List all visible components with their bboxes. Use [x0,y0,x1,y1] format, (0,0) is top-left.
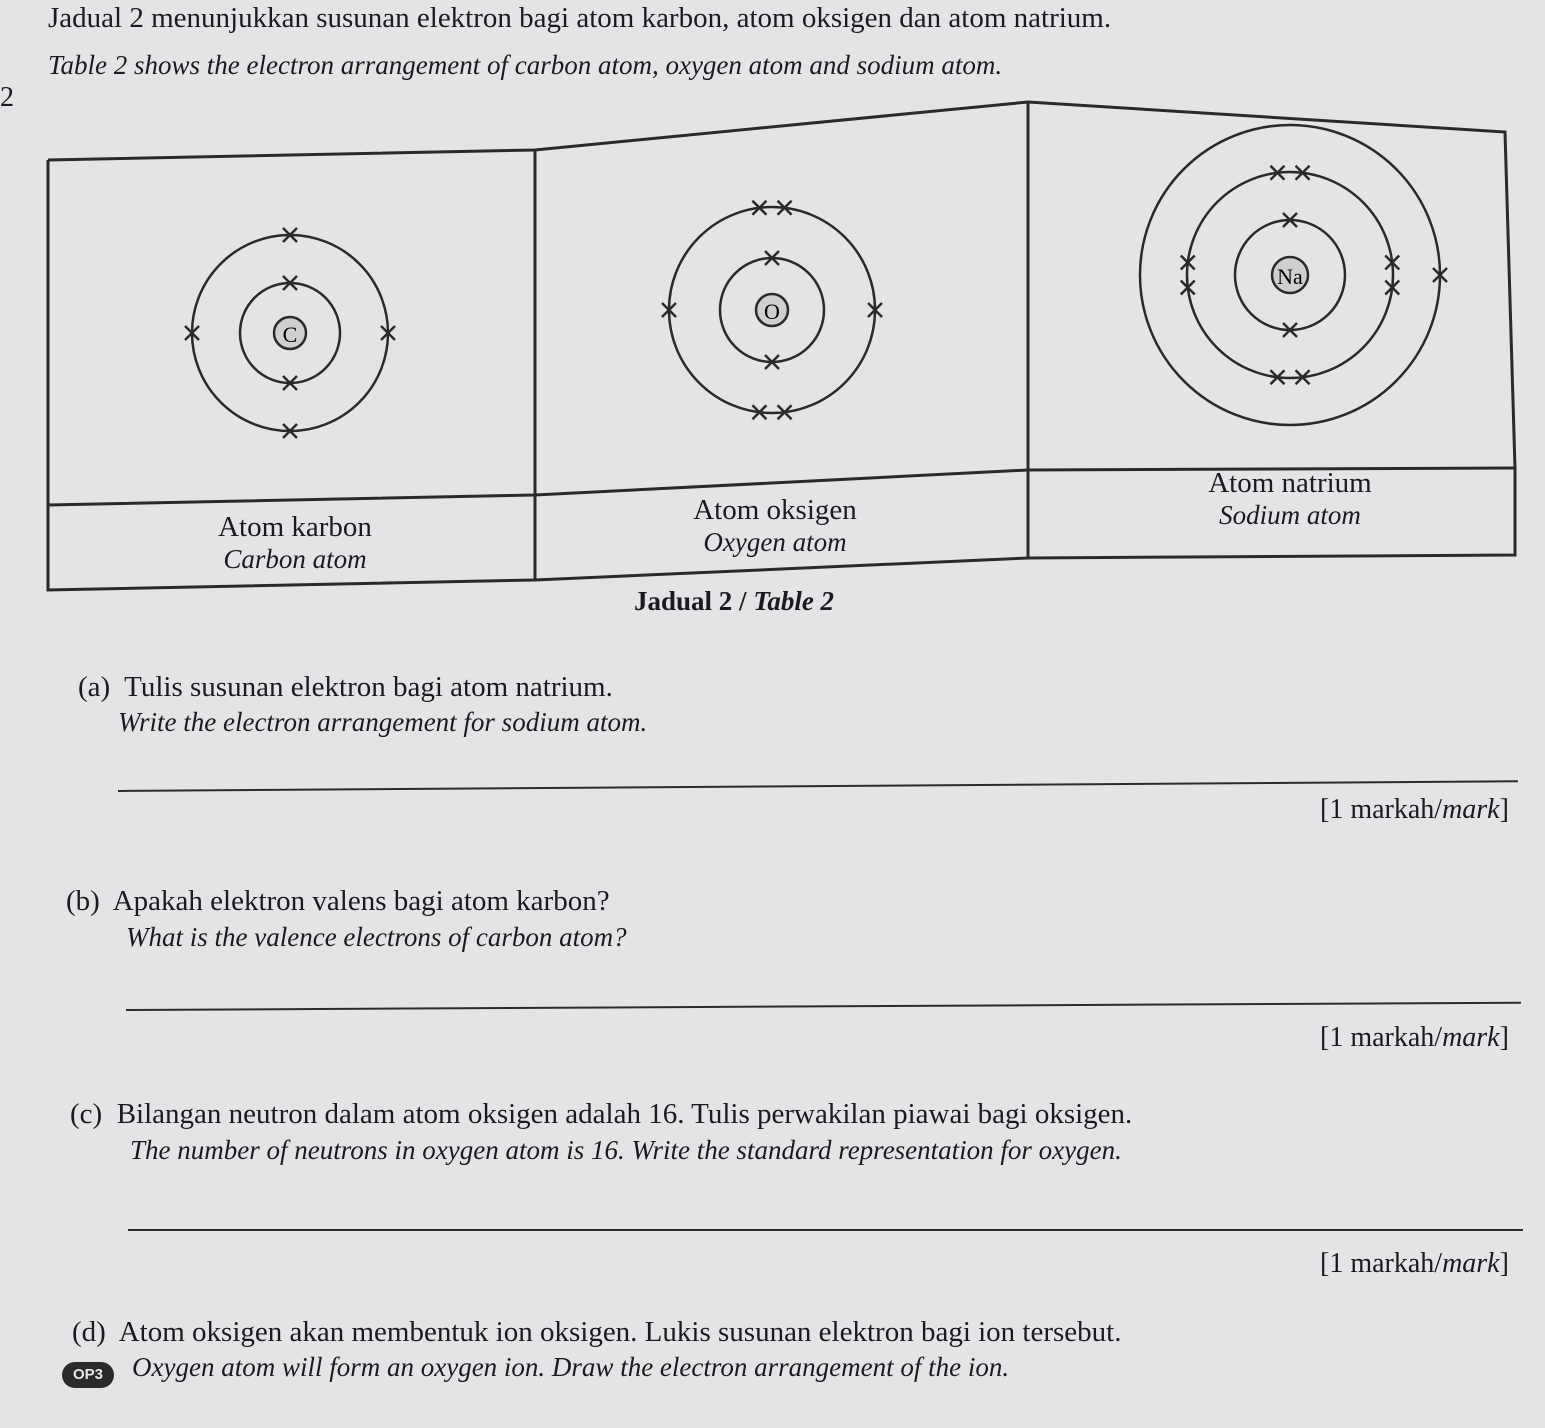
mark-b [1320,1022,1509,1054]
caption-malay: Jadual 2 [634,586,733,616]
mark-a-english: mark [1442,794,1500,825]
intro-english: Table 2 shows the electron arrangement of carbon atom, oxygen atom and sodium atom. [48,50,1003,80]
oxygen-symbol: O [764,299,780,324]
question-b-label: (b) [66,885,100,917]
carbon-label-english: Carbon atom [223,544,367,574]
mark-b-close: ] [1499,1022,1509,1053]
question-d-label: (d) [72,1316,106,1348]
mark-c-close: ] [1499,1248,1509,1279]
oxygen-label-english: Oxygen atom [703,527,847,557]
answer-line-b[interactable] [126,1002,1521,1011]
question-number: 2 [0,82,14,113]
mark-c [1320,1248,1509,1280]
question-c [70,1098,1132,1131]
oxygen-label-malay: Atom oksigen [693,494,857,526]
caption-english: Table 2 [753,586,835,616]
question-b-malay: Apakah elektron valens bagi atom karbon? [112,885,610,917]
question-b-english: What is the valence electrons of carbon atom? [126,922,627,952]
question-d-english: Oxygen atom will form an oxygen ion. Draw the electron arrangement of the ion. [132,1352,1010,1382]
question-a [78,671,613,704]
caption-separator: / [732,586,754,616]
question-d-malay: Atom oksigen akan membentuk ion oksigen. Lukis susunan elektron bagi ion tersebut. [118,1316,1122,1348]
table-caption [634,586,834,617]
question-c-label: (c) [70,1098,103,1130]
answer-line-a[interactable] [118,780,1518,792]
oxygen-label [650,494,900,558]
op3-badge: OP3 [62,1362,114,1388]
question-c-english: The number of neutrons in oxygen atom is 16. Write the standard representation for oxygen. [130,1135,1122,1165]
carbon-label [170,511,420,575]
mark-a-malay: [1 markah/ [1320,794,1443,825]
sodium-label-english: Sodium atom [1219,500,1361,530]
mark-c-malay: [1 markah/ [1320,1248,1443,1279]
sodium-label-malay: Atom natrium [1208,467,1372,499]
question-a-english: Write the electron arrangement for sodium atom. [118,707,648,737]
mark-b-malay: [1 markah/ [1320,1022,1443,1053]
question-d [72,1316,1122,1349]
intro-malay: Jadual 2 menunjukkan susunan elektron bagi atom karbon, atom oksigen dan atom natrium. [48,2,1112,34]
question-b [66,885,610,918]
mark-c-english: mark [1442,1248,1500,1279]
carbon-symbol: C [282,322,298,347]
answer-line-c[interactable] [128,1229,1523,1231]
sodium-label [1165,467,1415,531]
carbon-label-malay: Atom karbon [218,511,372,543]
question-a-malay: Tulis susunan elektron bagi atom natrium. [124,671,613,703]
mark-b-english: mark [1442,1022,1500,1053]
question-a-label: (a) [78,671,111,703]
sodium-symbol: Na [1277,264,1303,289]
question-c-malay: Bilangan neutron dalam atom oksigen adalah 16. Tulis perwakilan piawai bagi oksigen. [116,1098,1133,1130]
mark-a [1320,794,1509,826]
mark-a-close: ] [1499,794,1509,825]
